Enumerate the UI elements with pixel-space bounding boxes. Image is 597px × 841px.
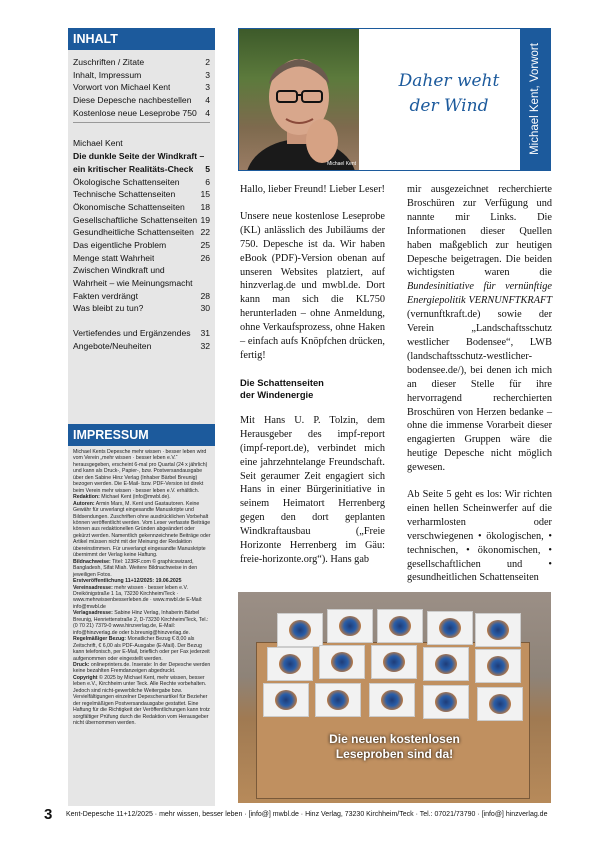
- paragraph: Unsere neue kostenlose Leseprobe (KL) anlässlich des Jubiläums der 750. Depesche ist da. Wir haben eBook (PDF)-Version obenan auf unseren Websites platziert, auf hinzverlag.de und mwbl.de. Dort kann man sich die KL750 herunterladen – ohne Anmeldung, ohne Verkaufsprozess, ohne Haken – einfach aufs Knöpfchen drücken, fertig!: [240, 210, 385, 361]
- toc-entry[interactable]: Wahrheit – wie Meinungsmacht: [73, 278, 193, 288]
- toc-entry[interactable]: Fakten verdrängt 28: [73, 290, 210, 301]
- impressum-para: Erstveröffentlichung 11+12/2025: 19.06.2025: [73, 578, 182, 585]
- portrait-illustration: [239, 29, 359, 170]
- subheading: Die Schattenseiten: [240, 376, 324, 388]
- toc-entry[interactable]: Inhalt, Impressum 3: [73, 69, 210, 80]
- sidebar: [68, 28, 215, 806]
- toc-entry[interactable]: Gesundheitliche Schattenseiten 22: [73, 227, 210, 238]
- toc-entry[interactable]: Zuschriften / Zitate 2: [73, 57, 210, 67]
- text-column-1: [240, 183, 385, 567]
- toc-entry[interactable]: Vorwort von Michael Kent 3: [73, 82, 210, 93]
- toc-author: Michael Kent: [73, 138, 123, 149]
- toc-main-title[interactable]: ein kritischer Realitäts-Check 5: [73, 163, 210, 174]
- author-photo: [239, 29, 359, 170]
- vertical-title-bar: [520, 29, 550, 170]
- toc-entry[interactable]: Gesellschaftliche Schattenseiten 19: [73, 214, 210, 225]
- paragraph: Hallo, lieber Freund! Lieber Leser!: [240, 184, 385, 195]
- impressum-para: Redaktion: Michael Kent (info@mwbl.de).: [73, 494, 171, 501]
- impressum-para: Autoren: Armin Marx, M. Kent und Gastautoren. Keine Gewähr für unverlangt eingesandte Manuskripte und Bildsendungen. Zuschriften ohne ausdrücklichen Vorbehalt können veröffentlicht werden. Vom Leser verfasste Beiträge können aus redaktionellen Gründen abgeändert oder gekürzt werden. Namentlich gekennzeichnete Beiträge oder Artikel müssen nicht mit der Meinung der Redaktion übereinstimmen. Für unverlangt eingesandte Manuskripte übernimmt der Verlag keine Haftung.: [73, 500, 211, 559]
- toc-entry[interactable]: Was bleibt zu tun? 30: [73, 303, 210, 314]
- toc-entry[interactable]: Zwischen Windkraft und: [73, 265, 165, 276]
- impressum-para: Regelmäßiger Bezug: Monatlicher Bezug € 8,00 als Zeitschrift, € 6,00 als PDF-Ausgabe (E-Mail). Der Bezug kann telefonisch, per E-Mail, brieflich oder per Fax jederzeit aufgenommen oder eingestellt werden.: [73, 636, 210, 662]
- impressum-para: Druck: onlineprinters.de. Inserate: In der Depesche werden keine bezahlten Fremdanzeigen abgedruckt.: [73, 661, 211, 675]
- brochures-photo: [238, 592, 551, 803]
- toc-entry[interactable]: Vertiefendes und Ergänzendes 31: [73, 328, 210, 339]
- toc-entry[interactable]: Angebote/Neuheiten 32: [73, 340, 210, 351]
- photo-caption: Michael Kent: [327, 161, 356, 167]
- impressum-para: Bildnachweise: Titel: 123RF.com © graphicswizard, Bangladesh, Sifat Miah. Weitere Bildnachweise in den jeweiligen Fotos.: [73, 558, 198, 578]
- carton-box: [256, 642, 530, 799]
- subheading: der Windenergie: [240, 388, 314, 400]
- divider: [73, 122, 210, 123]
- photo-caption-overlay: Die neuen kostenlosen Leseproben sind da!: [329, 732, 460, 761]
- paragraph: mir ausgezeichnet recherchierte Broschüren zur Verfügung und nannte mir Links. Die Informationen dieser Quellen haben maßgeblich zur heutigen Depesche beigetragen. Die beiden wichtigsten waren die Bundesinitiative für vernünftige Energiepolitik VERNUNFTKRAFT (vernunftkraft.de) sowie der Verein „Landschaftsschutz westlicher Bodensee“, LWB (landschaftsschutz-westlicher-bodensee.de/), bei denen ich mich an dieser Stelle für ihre hervorragend recherchierten Broschüren von Herzen bedanke – ohne die immense Vorarbeit dieser engagierten Gruppen wäre die heutige Depesche nicht möglich gewesen.: [407, 184, 552, 474]
- toc-entry[interactable]: Ökologische Schattenseiten 6: [73, 176, 210, 187]
- table-of-contents: [68, 50, 215, 352]
- page-number: 3: [44, 806, 53, 823]
- page-footer: [44, 806, 554, 824]
- toc-entry[interactable]: Menge statt Wahrheit 26: [73, 252, 210, 263]
- impressum-para: Copyright © 2025 by Michael Kent, mehr wissen, besser leben e.V., Kirchheim unter Teck. Alle Rechte vorbehalten. Jedoch sind nicht-gewerbliche Weitergabe bzw. Vervielfältigungen einzelner Depeschenartikel für Bezieher der regelmäßigen Postversandausgabe gestattet. Eine Haftung für die Richtigkeit der Veröffentlichungen kann trotz sorgfältiger Prüfung durch die Redaktion vom Herausgeber nicht übernommen werden.: [73, 674, 210, 727]
- toc-entry[interactable]: Diese Depesche nachbestellen 4: [73, 95, 210, 106]
- toc-title: INHALT: [68, 28, 215, 50]
- impressum-title: IMPRESSUM: [68, 424, 215, 446]
- vertical-title: Michael Kent, Vorwort: [529, 43, 541, 155]
- toc-entry[interactable]: Kostenlose neue Leseprobe 750 4: [73, 107, 210, 118]
- text-column-2: [407, 183, 552, 585]
- paragraph: Mit Hans U. P. Tolzin, dem Herausgeber des impf-report (impf-report.de), verbindet mich eine jahrzehntelange Freundschaft. Seit geraumer Zeit engagiert sich Hans in einer Bürgerinitiative in seinem Heimatort Herrenberg gegen den dort geplanten Windkraftausbau („Freie Horizonte Herrenberg im Gäu: freie-horizonte.org“). Hans gab: [240, 414, 385, 565]
- impressum-text: [73, 449, 212, 726]
- signature-text: Daher weht der Wind: [398, 71, 500, 116]
- impressum-para: Verlagsadresse: Sabine Hinz Verlag, Inhaberin Bärbel Breunig, Henriettenstraße 2, D-73230 Kirchheim/Teck, Tel.: (0 70 21) 7379-0 www.hinzverlag.de, E-Mail: info@hinzverlag.de oder b.breunig@hinzverlag.de.: [73, 610, 209, 636]
- footer-text: Kent-Depesche 11+12/2025 · mehr wissen, besser leben · [info@] mwbl.de · Hinz Verlag, 73230 Kirchheim/Teck · Tel.: 07021/73790 · [info@] hinzverlag.de: [66, 811, 548, 818]
- toc-main-title[interactable]: Die dunkle Seite der Windkraft –: [73, 151, 205, 162]
- impressum-para: Vereinsadresse: mehr wissen · besser leben e.V. Dreikönigstraße 1 1a, 73230 Kirchheim/Teck · www.mehrwissenbesserleben.de · www.mwbl.de E-Mail: info@mwbl.de: [73, 584, 203, 610]
- toc-entry[interactable]: Technische Schattenseiten 15: [73, 189, 210, 200]
- paragraph: Ab Seite 5 geht es los: Wir richten einen hellen Scheinwerfer auf die verharmlosten oder verschwiegenen • ökologischen, • technischen, • ökonomischen, • gesellschaftlichen und • gesundheitlichen Schattenseiten: [407, 489, 552, 584]
- toc-entry[interactable]: Das eigentliche Problem 25: [73, 239, 210, 250]
- header-banner: [238, 28, 551, 171]
- impressum-para: Michael Kents Depesche mehr wissen · besser leben wird vom Verein „mehr wissen · besser leben e.V.“ herausgegeben, erscheint 6-mal pro Quartal (24 x jährlich) und kann als Druck-, Papier-, bzw. Postversandausgabe über den Sabine Hinz Verlag (Inhaber Bärbel Breunig) bezogen werden. Die E-Mail- bzw. PDF-Version ist direkt beim Verein mehr wissen · besser leben e.V. erhältlich.: [73, 449, 208, 494]
- toc-entry[interactable]: Ökonomische Schattenseiten 18: [73, 201, 210, 212]
